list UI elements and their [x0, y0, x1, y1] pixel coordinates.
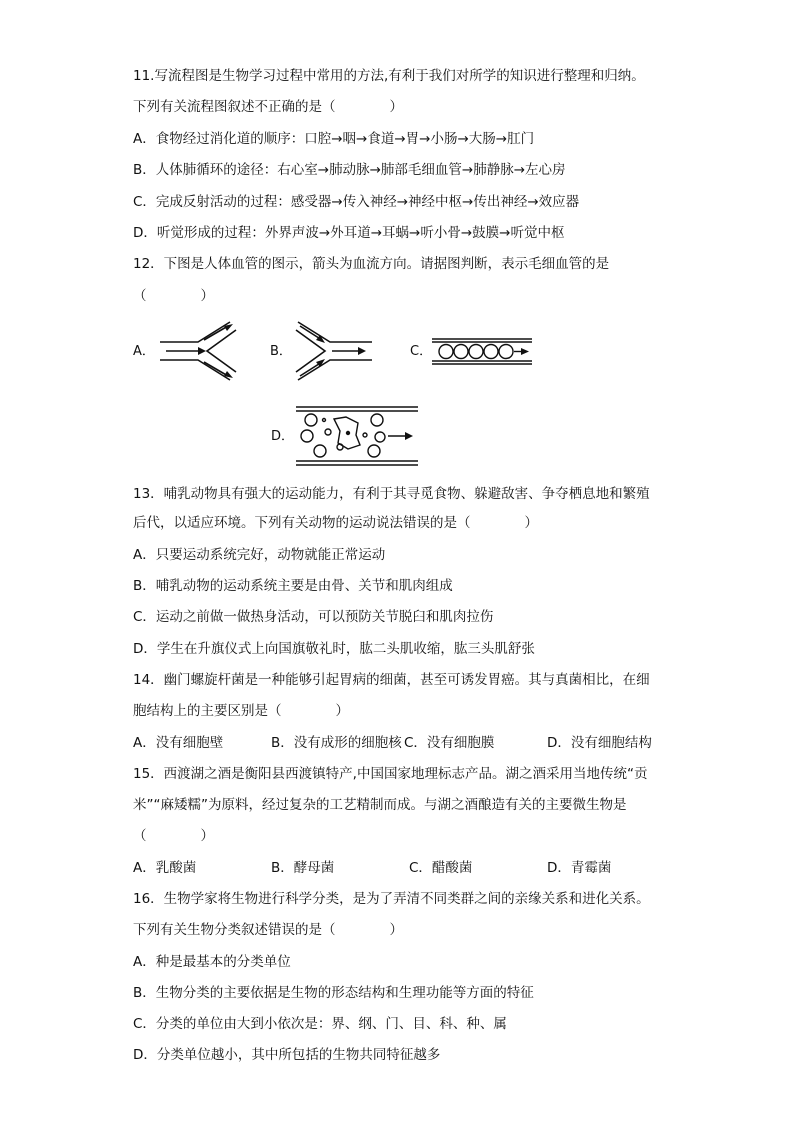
q16-stem-line2: 下列有关生物分类叙述错误的是（ ） — [133, 922, 403, 938]
q15-option-d: D．青霉菌 — [547, 860, 612, 876]
q13-stem-line1: 13．哺乳动物具有强大的运动能力，有利于其寻觅食物、躲避敌害、争夺栖息地和繁殖 — [133, 486, 650, 502]
q14-option-b: B．没有成形的细胞核 — [271, 735, 402, 751]
q16-option-c: C．分类的单位由大到小依次是：界、纲、门、目、科、种、属 — [133, 1016, 507, 1032]
vessel-diagram-c — [430, 336, 534, 368]
q12-label-a: A． — [133, 344, 155, 359]
q16-stem-line1: 16．生物学家将生物进行科学分类，是为了弄清不同类群之间的亲缘关系和进化关系。 — [133, 891, 650, 907]
q13-option-b: B．哺乳动物的运动系统主要是由骨、关节和肌肉组成 — [133, 578, 453, 594]
q11-stem-line2: 下列有关流程图叙述不正确的是（ ） — [133, 99, 403, 115]
vessel-diagram-a — [160, 318, 240, 384]
q16-option-b: B．生物分类的主要依据是生物的形态结构和生理功能等方面的特征 — [133, 985, 534, 1001]
q15-stem-line2: 米”“麻矮糯”为原料，经过复杂的工艺精制而成。与湖之酒酿造有关的主要微生物是 — [133, 797, 627, 813]
q11-option-c: C．完成反射活动的过程：感受器→传入神经→神经中枢→传出神经→效应器 — [133, 194, 580, 210]
q13-option-c: C．运动之前做一做热身活动，可以预防关节脱臼和肌肉拉伤 — [133, 609, 494, 625]
q15-stem-line3: （ ） — [133, 828, 214, 844]
q12-stem-line2: （ ） — [133, 288, 214, 304]
q11-option-d: D．听觉形成的过程：外界声波→外耳道→耳蜗→听小骨→鼓膜→听觉中枢 — [133, 225, 565, 241]
q15-stem-line1: 15．西渡湖之酒是衡阳县西渡镇特产,中国国家地理标志产品。湖之酒采用当地传统“贡 — [133, 766, 648, 782]
q13-option-d: D．学生在升旗仪式上向国旗敬礼时，肱二头肌收缩，肱三头肌舒张 — [133, 641, 535, 657]
q16-option-a: A．种是最基本的分类单位 — [133, 954, 291, 970]
q14-option-a: A．没有细胞壁 — [133, 735, 224, 751]
vessel-diagram-d — [294, 405, 420, 467]
q13-option-a: A．只要运动系统完好，动物就能正常运动 — [133, 547, 386, 563]
q11-option-b: B．人体肺循环的途径：右心室→肺动脉→肺部毛细血管→肺静脉→左心房 — [133, 162, 566, 178]
q15-option-a: A．乳酸菌 — [133, 860, 197, 876]
q12-label-c: C． — [410, 344, 433, 359]
q12-label-b: B． — [270, 344, 292, 359]
vessel-diagram-b — [294, 318, 374, 384]
q15-option-c: C．醋酸菌 — [409, 860, 473, 876]
q11-stem-line1: 11.写流程图是生物学习过程中常用的方法,有利于我们对所学的知识进行整理和归纳。 — [133, 68, 645, 84]
q11-option-a: A．食物经过消化道的顺序：口腔→咽→食道→胃→小肠→大肠→肛门 — [133, 131, 535, 147]
q14-stem-line1: 14．幽门螺旋杆菌是一种能够引起胃病的细菌，甚至可诱发胃癌。其与真菌相比，在细 — [133, 672, 650, 688]
q14-option-c: C．没有细胞膜 — [404, 735, 495, 751]
q16-option-d: D．分类单位越小，其中所包括的生物共同特征越多 — [133, 1047, 441, 1063]
q14-stem-line2: 胞结构上的主要区别是（ ） — [133, 703, 349, 719]
q14-option-d: D．没有细胞结构 — [547, 735, 652, 751]
q12-stem-line1: 12．下图是人体血管的图示，箭头为血流方向。请据图判断，表示毛细血管的是 — [133, 256, 610, 272]
q15-option-b: B．酵母菌 — [271, 860, 335, 876]
q13-stem-line2: 后代，以适应环境。下列有关动物的运动说法错误的是（ ） — [133, 515, 538, 531]
q12-label-d: D． — [271, 429, 295, 444]
